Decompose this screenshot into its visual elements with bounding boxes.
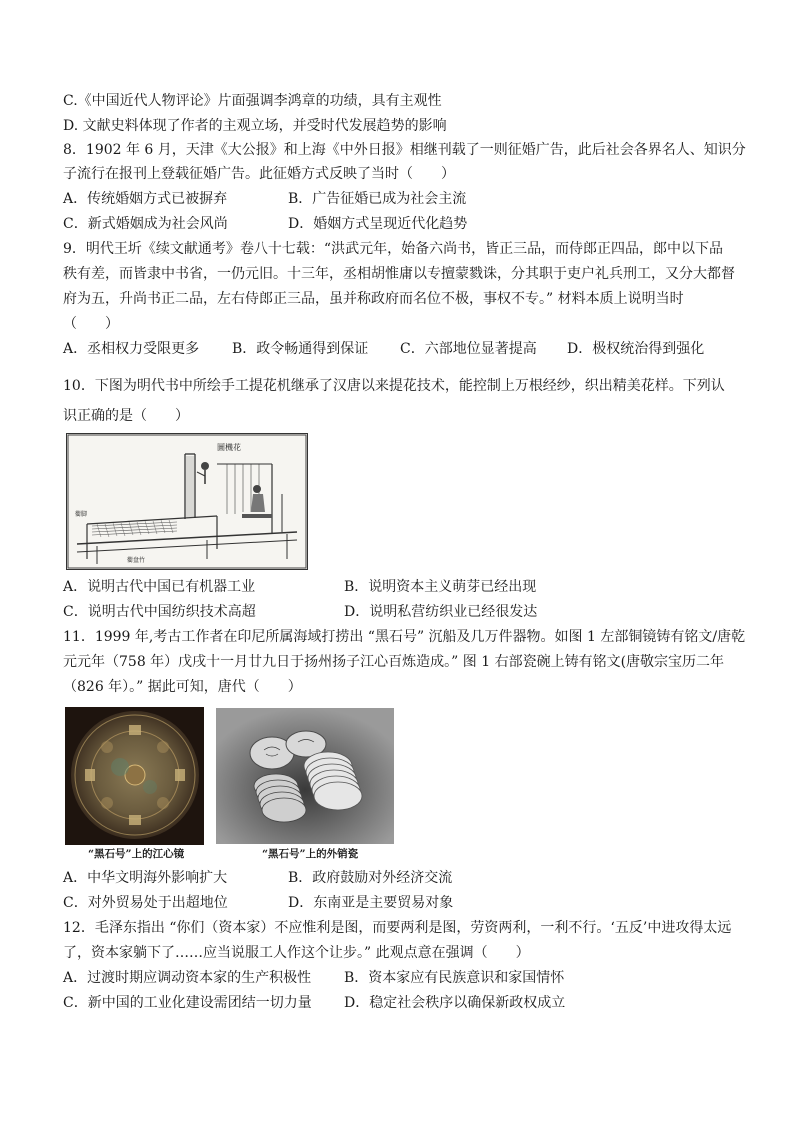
q10-option-b[interactable]: B．说明资本主义萌芽已经出现 xyxy=(344,579,537,595)
mirror-caption: “黑石号”上的江心镜 xyxy=(88,848,185,860)
q9-stem-1: 9．明代王圻《续文献通考》卷八十七载：“洪武元年，始备六尚书，皆正三品，而侍郎正四品，郎中以下品 xyxy=(63,241,724,257)
porcelain-caption: “黑石号”上的外销瓷 xyxy=(262,848,359,860)
q11-option-a[interactable]: A．中华文明海外影响扩大 xyxy=(63,870,228,886)
q9-option-c[interactable]: C．六部地位显著提高 xyxy=(400,341,537,357)
q12-option-b[interactable]: B．资本家应有民族意识和家国情怀 xyxy=(344,970,565,986)
q8-option-b[interactable]: B．广告征婚已成为社会主流 xyxy=(288,191,467,207)
q8-stem-2: 子流行在报刊上登载征婚广告。此征婚方式反映了当时（ ） xyxy=(63,166,455,182)
q9-stem-4: （ ） xyxy=(63,316,119,332)
loom-label-bottom: 衢盘竹 xyxy=(127,557,146,564)
q10-stem-2: 识正确的是（ ） xyxy=(63,408,189,424)
loom-title: 圖機花 xyxy=(217,443,241,452)
q9-option-a[interactable]: A．丞相权力受限更多 xyxy=(63,341,200,357)
loom-label-left: 衢脚 xyxy=(75,511,88,518)
porcelain-bowls-image xyxy=(216,708,394,844)
q12-option-c[interactable]: C．新中国的工业化建设需团结一切力量 xyxy=(63,995,312,1011)
q11-option-d[interactable]: D．东南亚是主要贸易对象 xyxy=(288,895,454,911)
q11-option-b[interactable]: B．政府鼓励对外经济交流 xyxy=(288,870,453,886)
q9-option-b[interactable]: B．政令畅通得到保证 xyxy=(232,341,369,357)
q11-stem-3: （826 年）。” 据此可知，唐代（ ） xyxy=(63,679,302,695)
q9-option-d[interactable]: D．极权统治得到强化 xyxy=(567,341,705,357)
loom-illustration xyxy=(67,434,307,569)
loom-figure xyxy=(66,433,308,570)
q10-option-d[interactable]: D．说明私营纺织业已经很发达 xyxy=(344,604,538,620)
q10-stem-1: 10．下图为明代书中所绘手工提花机继承了汉唐以来提花技术，能控制上万根经纱，织出精美花样。下列认 xyxy=(63,378,725,394)
q12-stem-1: 12．毛泽东指出 “你们（资本家）不应惟利是图，而要两利是图，劳资两利，一利不行。‘五反’中进攻得太远 xyxy=(63,920,732,936)
q9-stem-3: 府为五，升尚书正二品，左右侍郎正三品，虽并称政府而名位不极，事权不专。” 材料本质上说明当时 xyxy=(63,291,684,307)
q11-stem-1: 11．1999 年,考古工作者在印尼所属海域打捞出 “黑石号” 沉船及几万件器物。如图 1 左部铜镜铸有铭文/唐乾 xyxy=(63,629,746,645)
q12-option-a[interactable]: A．过渡时期应调动资本家的生产积极性 xyxy=(63,970,312,986)
q11-option-c[interactable]: C．对外贸易处于出超地位 xyxy=(63,895,228,911)
q8-option-d[interactable]: D．婚姻方式呈现近代化趋势 xyxy=(288,216,468,232)
bronze-mirror-image xyxy=(65,707,204,845)
q10-option-c[interactable]: C．说明古代中国纺织技术高超 xyxy=(63,604,256,620)
q11-stem-2: 元元年（758 年）戊戌十一月廿九日于扬州扬子江心百炼造成。” 图 1 右部瓷碗上铸有铭文(唐敬宗宝历二年 xyxy=(63,654,725,670)
option-c-prev: C.《中国近代人物评论》片面强调李鸿章的功绩，具有主观性 xyxy=(63,93,442,109)
q12-stem-2: 了，资本家躺下了……应当说服工人作这个让步。” 此观点意在强调（ ） xyxy=(63,945,530,961)
porcelain-photo xyxy=(216,708,394,844)
q8-option-a[interactable]: A．传统婚姻方式已被摒弃 xyxy=(63,191,228,207)
q10-option-a[interactable]: A．说明古代中国已有机器工业 xyxy=(63,579,256,595)
option-d-prev: D. 文献史料体现了作者的主观立场，并受时代发展趋势的影响 xyxy=(63,118,447,134)
q9-stem-2: 秩有差，而皆隶中书省，一仍元旧。十三年，丞相胡惟庸以专擅蒙戮诛，分其职于吏户礼兵刑工，又分大都督 xyxy=(63,266,735,282)
q8-option-c[interactable]: C．新式婚姻成为社会风尚 xyxy=(63,216,228,232)
q12-option-d[interactable]: D．稳定社会秩序以确保新政权成立 xyxy=(344,995,566,1011)
q8-stem-1: 8．1902 年 6 月，天津《大公报》和上海《中外日报》相继刊载了一则征婚广告，此后社会各界名人、知识分 xyxy=(63,142,746,158)
bronze-mirror-photo xyxy=(65,707,204,845)
